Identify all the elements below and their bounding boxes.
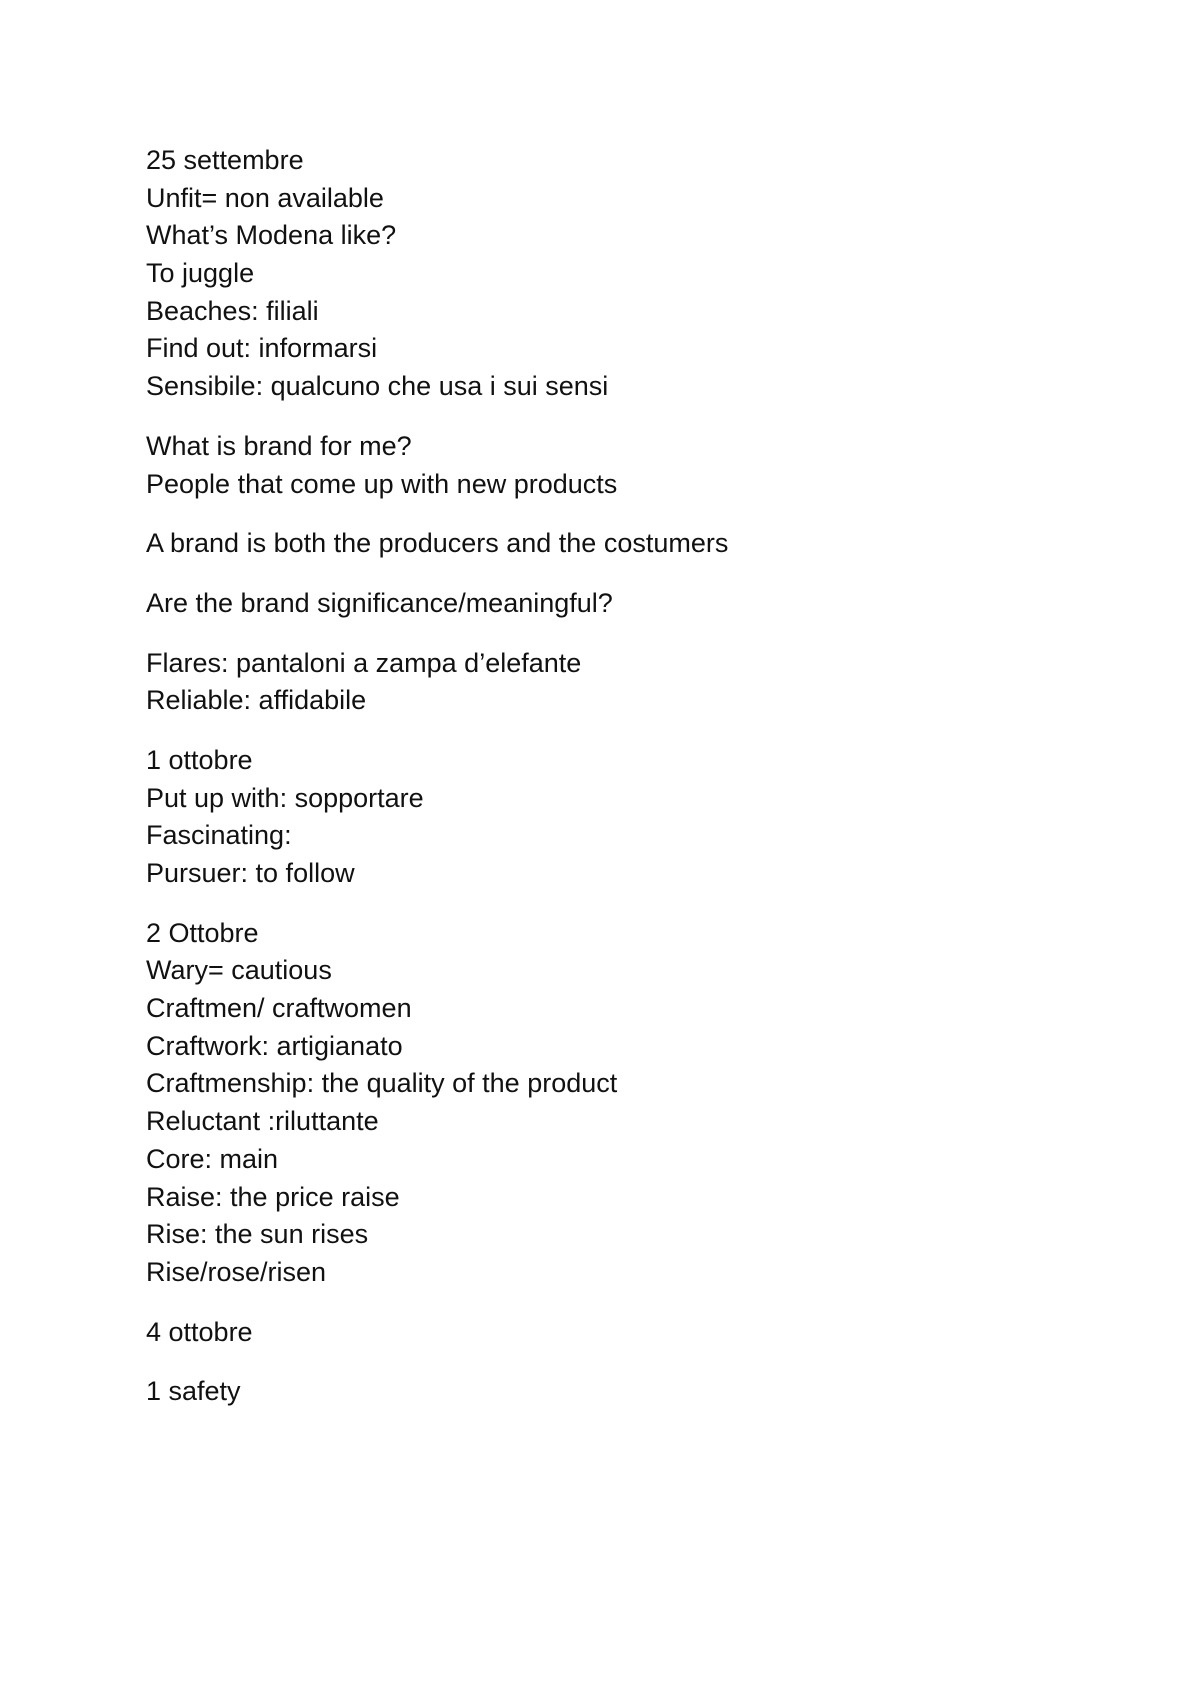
note-line: Wary= cautious <box>146 955 332 986</box>
blank-line <box>146 1292 1106 1314</box>
date-heading: 4 ottobre <box>146 1316 253 1347</box>
blank-line <box>146 893 1106 915</box>
date-heading: 2 Ottobre <box>146 917 259 948</box>
note-line: Reluctant :riluttante <box>146 1106 379 1137</box>
note-line: Put up with: sopportare <box>146 782 424 813</box>
date-heading: 1 ottobre <box>146 744 253 775</box>
note-line: Rise: the sun rises <box>146 1219 369 1250</box>
note-line: Craftwork: artigianato <box>146 1030 403 1061</box>
note-line: 1 safety <box>146 1376 241 1407</box>
note-line: Fascinating: <box>146 820 292 851</box>
blank-line <box>146 503 1106 525</box>
blank-line <box>146 563 1106 585</box>
note-line: People that come up with new products <box>146 468 618 499</box>
blank-line <box>146 623 1106 645</box>
note-line: Beaches: filiali <box>146 295 319 326</box>
note-line: What is brand for me? <box>146 430 412 461</box>
blank-line <box>146 1351 1106 1373</box>
note-line: To juggle <box>146 258 255 289</box>
note-line: Pursuer: to follow <box>146 858 355 888</box>
blank-line <box>146 406 1106 428</box>
document-body <box>146 142 1106 1411</box>
note-line: A brand is both the producers and the costumers <box>146 528 729 559</box>
note-line: Flares: pantaloni a zampa d’elefante <box>146 647 582 678</box>
note-line: Reliable: affidabile <box>146 685 367 716</box>
note-line: Raise: the price raise <box>146 1181 400 1212</box>
note-line: Craftmenship: the quality of the product <box>146 1068 618 1099</box>
note-line: Unfit= non available <box>146 182 384 213</box>
note-line: Sensibile: qualcuno che usa i sui sensi <box>146 371 609 402</box>
date-heading: 25 settembre <box>146 145 304 175</box>
note-line: Craftmen/ craftwomen <box>146 993 412 1024</box>
note-line: Rise/rose/risen <box>146 1256 327 1287</box>
blank-line <box>146 720 1106 742</box>
note-line: Core: main <box>146 1143 279 1174</box>
note-line: What’s Modena like? <box>146 220 397 251</box>
note-line: Find out: informarsi <box>146 333 378 364</box>
note-line: Are the brand significance/meaningful? <box>146 587 613 618</box>
